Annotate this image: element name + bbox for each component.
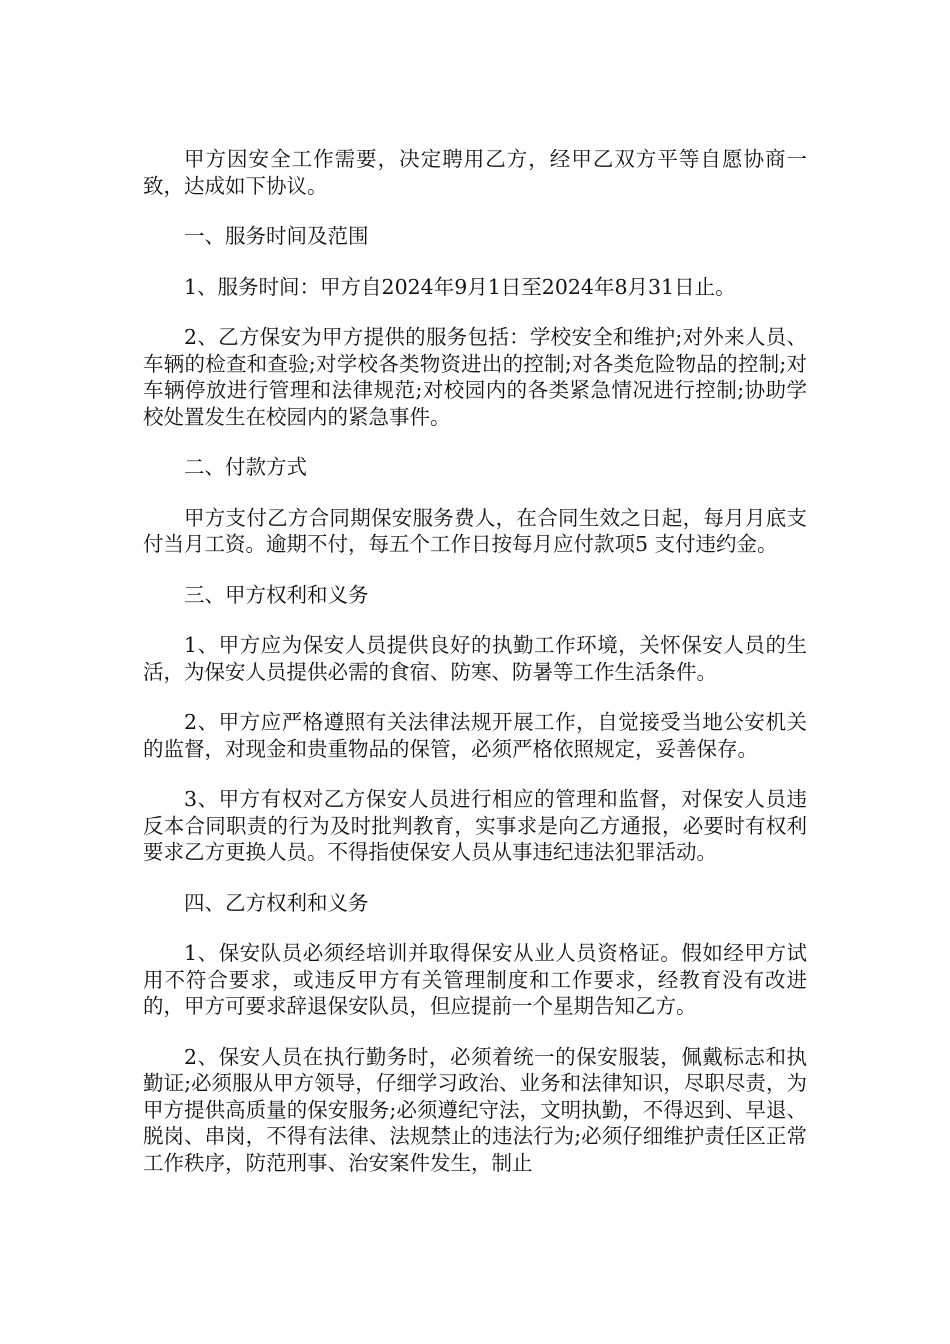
intro-paragraph: 甲方因安全工作需要，决定聘用乙方，经甲乙双方平等自愿协商一致，达成如下协议。: [143, 147, 807, 198]
clause-party-b-2: 2、保安人员在执行勤务时，必须着统一的保安服装，佩戴标志和执勤证;必须服从甲方领导，仔细学习政治、业务和法律知识，尽职尽责，为甲方提供高质量的保安服务;必须遵纪守法，文明执勤，不得迟到、早退、脱岗、串岗，不得有法律、法规禁止的违法行为;必须仔细维护责任区正常工作秩序，防范刑事、治安案件发生，制止: [143, 1044, 807, 1175]
clause-party-a-1: 1、甲方应为保安人员提供良好的执勤工作环境，关怀保安人员的生活，为保安人员提供必需的食宿、防寒、防暑等工作生活条件。: [143, 633, 807, 684]
clause-party-b-1: 1、保安队员必须经培训并取得保安从业人员资格证。假如经甲方试用不符合要求，或违反甲方有关管理制度和工作要求，经教育没有改进的，甲方可要求辞退保安队员，但应提前一个星期告知乙方。: [143, 941, 807, 1018]
section-heading-payment: 二、付款方式: [184, 455, 307, 479]
clause-party-a-3: 3、甲方有权对乙方保安人员进行相应的管理和监督，对保安人员违反本合同职责的行为及时批判教育，实事求是向乙方通报，必要时有权利要求乙方更换人员。不得指使保安人员从事违纪违法犯罪活动。: [143, 787, 807, 864]
clause-service-content: 2、乙方保安为甲方提供的服务包括：学校安全和维护;对外来人员、车辆的检查和查验;对学校各类物资进出的控制;对各类危险物品的控制;对车辆停放进行管理和法律规范;对校园内的各类紧急情况进行控制;协助学校处置发生在校园内的紧急事件。: [143, 325, 807, 429]
clause-service-time: 1、服务时间：甲方自2024年9月1日至2024年8月31日止。: [184, 274, 736, 299]
clause-party-a-2: 2、甲方应严格遵照有关法律法规开展工作，自觉接受当地公安机关的监督，对现金和贵重物品的保管，必须严格依照规定，妥善保存。: [143, 710, 807, 761]
section-heading-party-b-rights: 四、乙方权利和义务: [184, 890, 369, 915]
section-heading-service-scope: 一、服务时间及范围: [184, 224, 369, 248]
section-heading-party-a-rights: 三、甲方权利和义务: [184, 582, 369, 607]
clause-payment: 甲方支付乙方合同期保安服务费人，在合同生效之日起，每月月底支付当月工资。逾期不付，每五个工作日按每月应付款项5 支付违约金。: [143, 505, 807, 556]
document-page: [143, 146, 807, 1200]
